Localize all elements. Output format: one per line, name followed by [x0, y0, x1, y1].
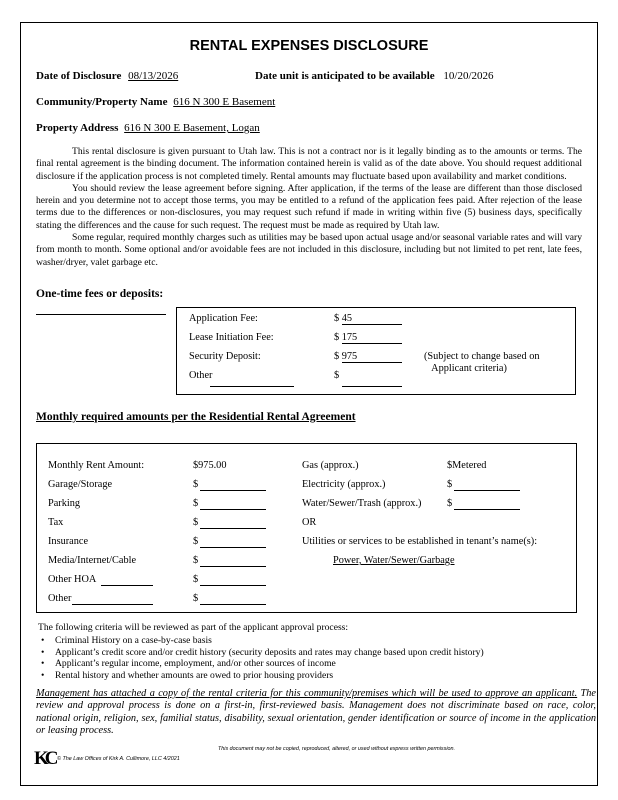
- criteria-item: • Rental history and whether amounts are owed to prior housing providers: [55, 670, 484, 682]
- criteria-item: • Criminal History on a case-by-case basis: [55, 635, 484, 647]
- insurance-line: [200, 547, 266, 548]
- gas-value[interactable]: $Metered: [447, 460, 487, 471]
- other-monthly-label: Other: [48, 593, 72, 604]
- disclosure-date-row: [36, 70, 178, 82]
- parking-label: Parking: [48, 498, 81, 509]
- law-office-logo: KC: [34, 748, 55, 769]
- media-label: Media/Internet/Cable: [48, 555, 137, 566]
- lease-initiation-fee-value[interactable]: $ 175: [334, 332, 358, 343]
- community-row: [36, 96, 275, 108]
- other-fee-value[interactable]: $: [334, 370, 340, 381]
- one-time-fees-heading: One-time fees or deposits:: [36, 288, 164, 300]
- lease-initiation-fee-label: Lease Initiation Fee:: [189, 332, 274, 343]
- criteria-item: • Applicant’s credit score and/or credit history (security deposits and rates may change based upon credit history): [55, 647, 484, 659]
- other-fee-name-line: [210, 386, 294, 387]
- other-monthly-name-line: [72, 604, 153, 605]
- water-sewer-trash-label: Water/Sewer/Trash (approx.): [302, 498, 422, 509]
- criteria-item: • Applicant’s regular income, employment, and/or other sources of income: [55, 658, 484, 670]
- garage-storage-line: [200, 490, 266, 491]
- garage-storage-value[interactable]: $: [193, 479, 199, 490]
- security-deposit-label: Security Deposit:: [189, 351, 261, 362]
- other-fee-label: Other: [189, 370, 213, 381]
- parking-value[interactable]: $: [193, 498, 199, 509]
- tax-line: [200, 528, 266, 529]
- monthly-rent-value[interactable]: $975.00: [193, 460, 227, 471]
- subject-to-change-note: (Subject to change based on Applicant criteria): [424, 351, 540, 374]
- availability-date-label: Date unit is anticipated to be available: [255, 70, 435, 82]
- footer-copyright: © The Law Offices of Kirk A. Cullimore, LLC 4/2021: [57, 756, 180, 762]
- media-line: [200, 566, 266, 567]
- electricity-line: [454, 490, 520, 491]
- other-hoa-label: Other HOA: [48, 574, 97, 585]
- water-sewer-trash-value[interactable]: $: [447, 498, 453, 509]
- criteria-list: [55, 635, 484, 681]
- disclosure-paragraphs: [36, 146, 582, 269]
- availability-date-value[interactable]: 10/20/2026: [443, 70, 494, 82]
- address-row: [36, 122, 260, 134]
- gas-label: Gas (approx.): [302, 460, 359, 471]
- other-fee-line: [342, 386, 402, 387]
- garage-storage-label: Garage/Storage: [48, 479, 113, 490]
- tax-label: Tax: [48, 517, 64, 528]
- other-hoa-name-line: [101, 585, 153, 586]
- disclosure-date-label: Date of Disclosure: [36, 70, 122, 82]
- other-monthly-value[interactable]: $: [193, 593, 199, 604]
- criteria-intro: The following criteria will be reviewed as part of the applicant approval process:: [38, 622, 349, 633]
- parking-line: [200, 509, 266, 510]
- document-title: RENTAL EXPENSES DISCLOSURE: [189, 38, 429, 54]
- application-fee-label: Application Fee:: [189, 313, 258, 324]
- media-value[interactable]: $: [193, 555, 199, 566]
- monthly-rent-label: Monthly Rent Amount:: [48, 460, 145, 471]
- lease-initiation-fee-line: [342, 343, 402, 344]
- tenant-utilities-value[interactable]: Power, Water/Sewer/Garbage: [333, 555, 455, 566]
- tax-value[interactable]: $: [193, 517, 199, 528]
- monthly-heading: Monthly required amounts per the Residential Rental Agreement: [36, 411, 356, 423]
- water-sewer-trash-line: [454, 509, 520, 510]
- other-monthly-line: [200, 604, 266, 605]
- security-deposit-value[interactable]: $ 975: [334, 351, 358, 362]
- intro-paragraph-2: You should review the lease agreement before signing. After application, if the terms of the lease are different than those disclosed herein and you determine not to accept those terms, you may be entitled to a refund of the application fees paid. After rejection of the lease terms due to the differences or non-disclosures, you may request such refund if made in writing within five (5) business days, specifically stating the differences and the cause for such request. The request must be made as required by Utah law.: [36, 182, 582, 231]
- application-fee-line: [342, 324, 402, 325]
- electricity-value[interactable]: $: [447, 479, 453, 490]
- community-label: Community/Property Name: [36, 96, 168, 108]
- availability-date-row: [255, 70, 494, 82]
- electricity-label: Electricity (approx.): [302, 479, 386, 490]
- insurance-value[interactable]: $: [193, 536, 199, 547]
- application-fee-value[interactable]: $ 45: [334, 313, 353, 324]
- disclosure-date-value[interactable]: 08/13/2026: [128, 70, 179, 82]
- footer-notice: This document may not be copied, reproduced, altered, or used without express written permission.: [218, 746, 456, 752]
- community-value[interactable]: 616 N 300 E Basement: [173, 96, 276, 108]
- other-hoa-value[interactable]: $: [193, 574, 199, 585]
- intro-paragraph-3: Some regular, required monthly charges such as utilities may be based upon actual usage and/or seasonal variable rates and will vary from month to month. Some optional and/or avoidable fees are not included in this disclosure, including but not limited to pet rent, late fees, washer/dryer, valet garbage etc.: [36, 232, 582, 268]
- insurance-label: Insurance: [48, 536, 89, 547]
- security-deposit-line: [342, 362, 402, 363]
- management-criteria-sentence: Management has attached a copy of the rental criteria for this community/premises which will be used to approve an applicant.: [36, 688, 578, 699]
- heading-rule: [36, 314, 166, 315]
- other-hoa-line: [200, 585, 266, 586]
- tenant-utilities-label: Utilities or services to be established in tenant’s name(s):: [302, 536, 538, 547]
- address-value[interactable]: 616 N 300 E Basement, Logan: [124, 122, 260, 134]
- or-label: OR: [302, 517, 317, 528]
- intro-paragraph-1: This rental disclosure is given pursuant to Utah law. This is not a contract nor is it legally binding as to the amounts or terms. The final rental agreement is the binding document. The information contained herein is valid as of the date above. You should request additional disclosure if the application process is not completed timely. Rental amounts may fluctuate based upon availability and market conditions.: [36, 146, 582, 182]
- address-label: Property Address: [36, 122, 119, 134]
- management-nondiscrimination: The review and approval process is done on a first-in, first-reviewed basis. Management does not discriminate based on race, color, national origin, religion, sex, familial status, disability, sexual orientation, gender identification or source of income in the application or leasing process.: [36, 688, 596, 737]
- management-statement: [36, 688, 596, 738]
